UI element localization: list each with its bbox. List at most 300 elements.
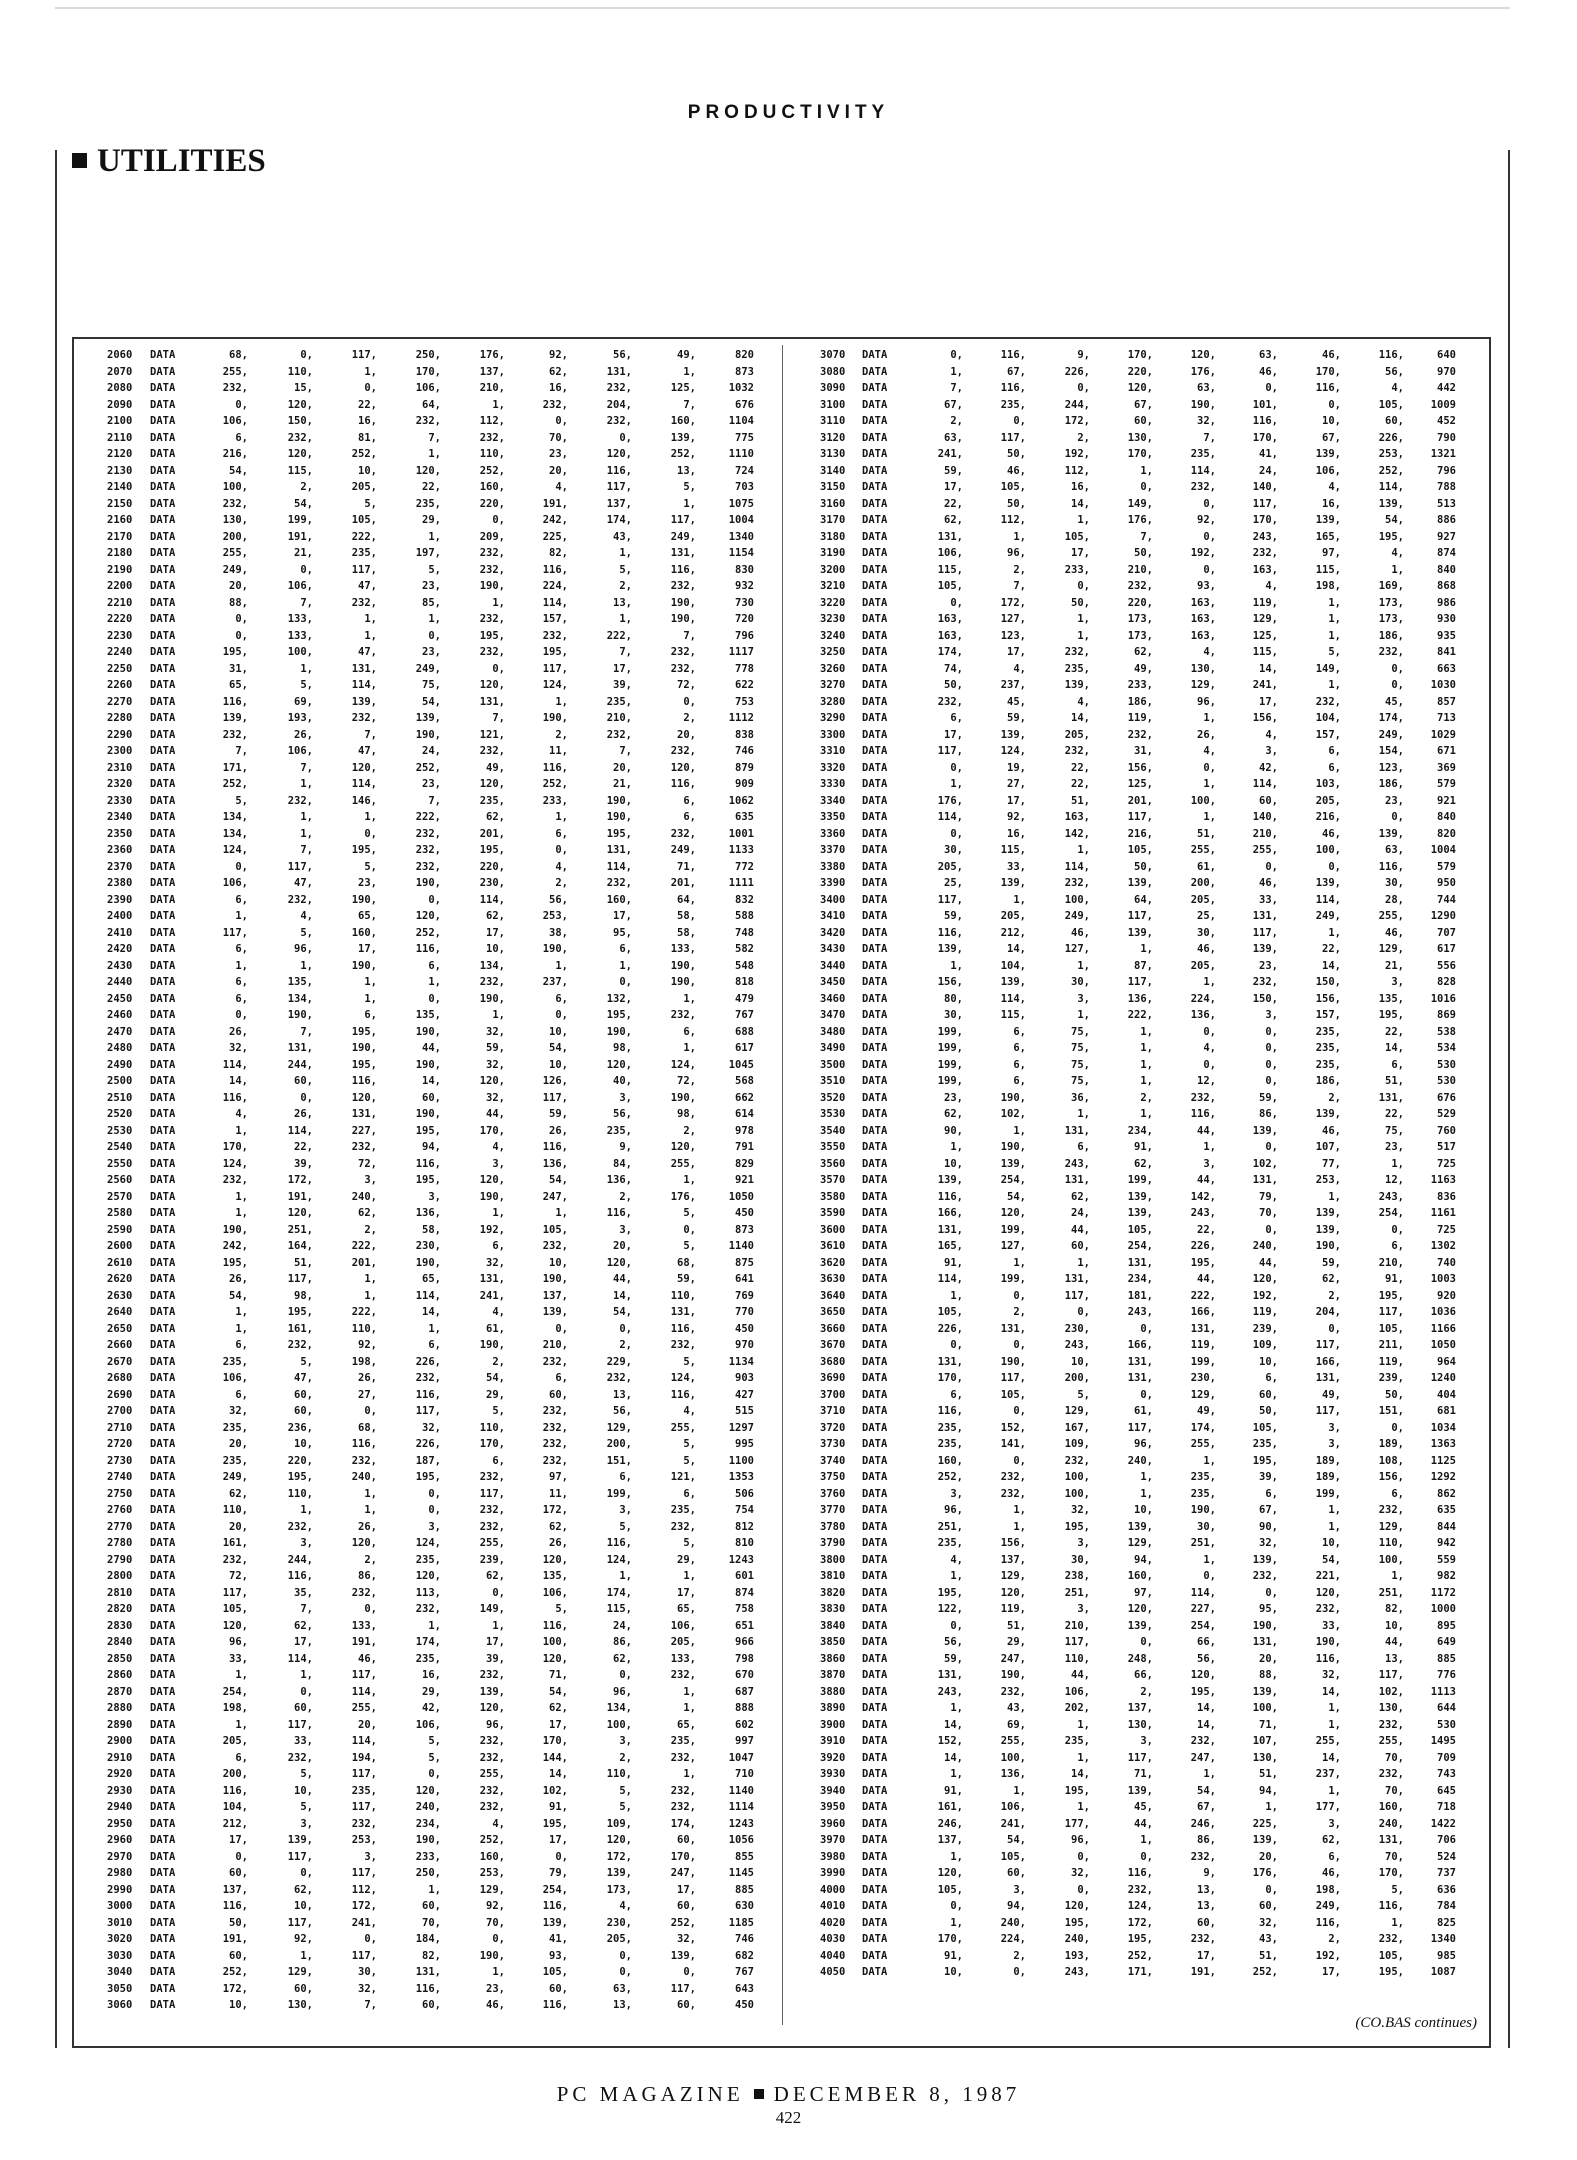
data-value: 97,: [1134, 1586, 1153, 1599]
data-keyword: DATA: [150, 415, 176, 427]
data-keyword: DATA: [862, 1405, 888, 1417]
data-value: 131,: [1315, 1372, 1341, 1384]
data-value: 61,: [1197, 860, 1216, 873]
data-value: 114,: [937, 1273, 963, 1285]
checksum-value: 836: [1437, 1190, 1456, 1203]
data-value: 101,: [1252, 398, 1278, 411]
data-value: 251,: [1064, 1586, 1090, 1599]
data-value: 127,: [1064, 943, 1090, 955]
data-value: 23,: [549, 448, 568, 460]
data-value: 6,: [235, 943, 248, 955]
data-value: 117,: [351, 1949, 377, 1962]
data-value: 117,: [670, 1982, 696, 1995]
data-value: 227,: [351, 1124, 377, 1137]
data-keyword: DATA: [150, 1619, 176, 1632]
data-value: 1,: [428, 448, 441, 460]
data-value: 129,: [1064, 1405, 1090, 1417]
data-value: 6,: [235, 1388, 248, 1401]
data-value: 1,: [950, 1570, 963, 1582]
data-value: 6,: [1391, 1058, 1404, 1071]
data-value: 6,: [555, 992, 568, 1005]
data-value: 3,: [300, 1817, 313, 1830]
data-value: 26,: [229, 1025, 248, 1038]
data-value: 243,: [937, 1685, 963, 1698]
data-value: 150,: [287, 415, 313, 427]
data-value: 161,: [287, 1322, 313, 1335]
line-number: 2210: [107, 596, 133, 609]
data-value: 0,: [1077, 580, 1090, 592]
data-value: 10,: [229, 1999, 248, 2011]
data-value: 0,: [1140, 1636, 1153, 1648]
data-value: 106,: [670, 1619, 696, 1632]
data-value: 232,: [287, 431, 313, 444]
data-value: 117,: [1378, 1669, 1404, 1681]
checksum-value: 1114: [728, 1801, 754, 1813]
data-value: 20,: [358, 1718, 377, 1731]
data-value: 94,: [422, 1141, 441, 1153]
data-value: 176,: [670, 1190, 696, 1203]
data-value: 39,: [1259, 1471, 1278, 1483]
data-value: 102,: [542, 1784, 568, 1797]
data-value: 30,: [1071, 976, 1090, 988]
data-value: 116,: [606, 464, 632, 477]
data-keyword: DATA: [150, 1438, 176, 1450]
bullet-square-icon: [754, 2089, 764, 2099]
data-value: 243,: [1190, 1207, 1216, 1219]
data-keyword: DATA: [150, 712, 176, 724]
data-value: 46,: [1322, 1124, 1341, 1137]
data-value: 92,: [1197, 514, 1216, 526]
line-number: 2680: [107, 1372, 133, 1384]
data-value: 195,: [1064, 1520, 1090, 1533]
line-number: 3830: [820, 1603, 846, 1615]
data-value: 4,: [1203, 1042, 1216, 1054]
line-number: 2760: [107, 1504, 133, 1516]
continues-note: (CO.BAS continues): [1355, 2015, 1477, 2031]
data-value: 0,: [492, 514, 505, 526]
data-value: 235,: [415, 1553, 441, 1566]
data-value: 232,: [670, 646, 696, 658]
data-value: 232,: [670, 1520, 696, 1533]
data-value: 0,: [1203, 1058, 1216, 1071]
checksum-value: 1087: [1430, 1966, 1456, 1978]
data-value: 195,: [287, 1306, 313, 1318]
data-value: 4,: [1203, 745, 1216, 757]
data-value: 110,: [670, 1289, 696, 1302]
line-number: 2410: [107, 926, 133, 939]
data-value: 232,: [415, 1603, 441, 1615]
data-value: 32,: [677, 1933, 696, 1945]
data-value: 23,: [422, 580, 441, 592]
checksum-value: 556: [1437, 959, 1456, 972]
line-number: 2740: [107, 1471, 133, 1483]
data-value: 110,: [222, 1504, 248, 1516]
data-value: 7,: [300, 844, 313, 856]
data-value: 1,: [683, 497, 696, 510]
data-value: 190,: [1000, 1141, 1026, 1153]
data-value: 0,: [950, 349, 963, 361]
data-value: 139,: [351, 695, 377, 708]
data-value: 11,: [549, 1487, 568, 1500]
line-number: 3070: [820, 349, 846, 361]
data-value: 120,: [1000, 1207, 1026, 1219]
data-value: 39,: [613, 679, 632, 691]
data-value: 0,: [428, 893, 441, 906]
data-value: 49,: [677, 349, 696, 361]
data-value: 28,: [1385, 893, 1404, 906]
data-value: 0,: [492, 1586, 505, 1599]
data-value: 232,: [479, 1735, 505, 1747]
data-value: 13,: [677, 464, 696, 477]
data-value: 230,: [1064, 1322, 1090, 1335]
data-value: 106,: [287, 580, 313, 592]
data-value: 5,: [300, 1801, 313, 1813]
data-value: 247,: [670, 1867, 696, 1879]
data-value: 232,: [351, 596, 377, 609]
data-value: 117,: [1000, 431, 1026, 444]
data-value: 32,: [229, 1042, 248, 1054]
data-value: 124,: [670, 1372, 696, 1384]
data-value: 5,: [683, 1537, 696, 1549]
data-keyword: DATA: [862, 448, 888, 460]
checksum-value: 636: [1437, 1883, 1456, 1896]
data-value: 2,: [1013, 1949, 1026, 1962]
data-value: 120,: [670, 761, 696, 774]
data-value: 232,: [542, 629, 568, 642]
data-value: 0,: [1391, 679, 1404, 691]
data-value: 112,: [479, 415, 505, 427]
data-value: 121,: [670, 1471, 696, 1483]
data-value: 124,: [670, 1058, 696, 1071]
data-value: 4,: [1391, 547, 1404, 559]
data-value: 124,: [606, 1553, 632, 1566]
data-value: 195,: [1127, 1933, 1153, 1945]
data-value: 106,: [222, 1372, 248, 1384]
checksum-value: 1163: [1430, 1174, 1456, 1186]
data-keyword: DATA: [862, 1817, 888, 1830]
data-keyword: DATA: [150, 1768, 176, 1780]
data-keyword: DATA: [150, 613, 176, 625]
data-keyword: DATA: [150, 1504, 176, 1516]
checksum-value: 886: [1437, 514, 1456, 526]
data-value: 105,: [1252, 1421, 1278, 1434]
data-value: 64,: [422, 398, 441, 411]
data-value: 0,: [950, 596, 963, 609]
data-value: 47,: [358, 580, 377, 592]
line-number: 3370: [820, 844, 846, 856]
data-keyword: DATA: [862, 712, 888, 724]
data-value: 254,: [1190, 1619, 1216, 1632]
line-number: 3800: [820, 1553, 846, 1566]
data-value: 22,: [1385, 1108, 1404, 1120]
checksum-value: 548: [735, 959, 754, 972]
checksum-value: 614: [735, 1108, 754, 1120]
data-value: 64,: [1134, 893, 1153, 906]
line-number: 2400: [107, 910, 133, 922]
data-value: 98,: [613, 1042, 632, 1054]
data-value: 232,: [479, 547, 505, 559]
data-value: 0,: [1203, 1025, 1216, 1038]
checksum-value: 838: [735, 728, 754, 741]
data-value: 232,: [1190, 1735, 1216, 1747]
data-value: 1,: [300, 959, 313, 972]
data-value: 0,: [1265, 1883, 1278, 1896]
checksum-value: 663: [1437, 662, 1456, 675]
data-keyword: DATA: [150, 1784, 176, 1797]
data-value: 1,: [1391, 1570, 1404, 1582]
data-value: 39,: [486, 1652, 505, 1665]
checksum-value: 651: [735, 1619, 754, 1632]
data-value: 232,: [287, 1751, 313, 1764]
data-value: 19,: [1007, 761, 1026, 774]
data-value: 120,: [287, 398, 313, 411]
data-value: 71,: [1259, 1718, 1278, 1731]
data-value: 116,: [937, 926, 963, 939]
data-value: 232,: [670, 1751, 696, 1764]
checksum-value: 737: [1437, 1867, 1456, 1879]
data-value: 170,: [937, 1372, 963, 1384]
data-value: 255,: [1190, 1438, 1216, 1450]
data-value: 195,: [222, 1256, 248, 1269]
data-value: 114,: [542, 596, 568, 609]
data-value: 170,: [1252, 431, 1278, 444]
data-value: 1,: [1140, 1042, 1153, 1054]
data-value: 51,: [294, 1256, 313, 1269]
data-value: 29,: [486, 1388, 505, 1401]
data-value: 1,: [364, 629, 377, 642]
data-keyword: DATA: [862, 481, 888, 493]
data-value: 237,: [1000, 679, 1026, 691]
data-value: 29,: [422, 1685, 441, 1698]
data-value: 97,: [549, 1471, 568, 1483]
line-number: 3400: [820, 893, 846, 906]
data-keyword: DATA: [862, 1388, 888, 1401]
data-value: 205,: [1190, 893, 1216, 906]
data-value: 44,: [1197, 1174, 1216, 1186]
data-value: 232,: [670, 827, 696, 840]
data-value: 14,: [1322, 959, 1341, 972]
data-value: 91,: [549, 1801, 568, 1813]
data-value: 96,: [1197, 695, 1216, 708]
data-keyword: DATA: [862, 1372, 888, 1384]
data-value: 131,: [670, 547, 696, 559]
data-value: 116,: [937, 1405, 963, 1417]
checksum-value: 1050: [1430, 1339, 1456, 1351]
checksum-value: 778: [735, 662, 754, 675]
checksum-value: 1154: [728, 547, 754, 559]
line-number: 3060: [107, 1999, 133, 2011]
data-value: 0,: [555, 844, 568, 856]
data-value: 134,: [222, 827, 248, 840]
data-value: 139,: [415, 712, 441, 724]
data-value: 0,: [1203, 497, 1216, 510]
data-value: 0,: [1265, 1075, 1278, 1087]
data-value: 200,: [606, 1438, 632, 1450]
data-value: 124,: [1127, 1900, 1153, 1912]
data-value: 137,: [542, 1289, 568, 1302]
data-value: 32,: [486, 1256, 505, 1269]
data-value: 130,: [222, 514, 248, 526]
data-value: 234,: [1127, 1273, 1153, 1285]
data-keyword: DATA: [862, 1949, 888, 1962]
line-number: 2340: [107, 811, 133, 823]
checksum-value: 1133: [728, 844, 754, 856]
data-value: 105,: [937, 1883, 963, 1896]
data-value: 63,: [1259, 349, 1278, 361]
data-value: 0,: [1328, 860, 1341, 873]
data-value: 117,: [606, 481, 632, 493]
data-value: 114,: [415, 1289, 441, 1302]
data-value: 166,: [1315, 1355, 1341, 1368]
line-number: 2090: [107, 398, 133, 411]
data-value: 120,: [415, 910, 441, 922]
checksum-value: 978: [735, 1124, 754, 1137]
data-value: 26,: [229, 1273, 248, 1285]
data-value: 1,: [300, 1669, 313, 1681]
data-value: 6,: [1265, 1372, 1278, 1384]
data-value: 62,: [1322, 1273, 1341, 1285]
data-value: 232,: [1127, 580, 1153, 592]
data-value: 1,: [1203, 811, 1216, 823]
data-value: 120,: [937, 1867, 963, 1879]
data-value: 11,: [549, 745, 568, 757]
data-value: 120,: [1252, 1273, 1278, 1285]
data-value: 2,: [1077, 431, 1090, 444]
data-value: 0,: [950, 1339, 963, 1351]
data-value: 116,: [937, 1190, 963, 1203]
data-value: 14,: [944, 1751, 963, 1764]
data-value: 166,: [1190, 1306, 1216, 1318]
checksum-value: 1000: [1430, 1603, 1456, 1615]
data-value: 117,: [351, 1867, 377, 1879]
data-value: 232,: [479, 1504, 505, 1516]
data-value: 1,: [1013, 1784, 1026, 1797]
data-value: 2,: [683, 712, 696, 724]
data-value: 26,: [1197, 728, 1216, 741]
checksum-value: 997: [735, 1735, 754, 1747]
data-value: 116,: [606, 1207, 632, 1219]
data-value: 60,: [1197, 1916, 1216, 1929]
data-value: 139,: [1252, 943, 1278, 955]
line-number: 3480: [820, 1025, 846, 1038]
data-value: 1,: [364, 992, 377, 1005]
data-value: 114,: [287, 1652, 313, 1665]
checksum-value: 832: [735, 893, 754, 906]
data-value: 232,: [479, 1520, 505, 1533]
data-value: 190,: [670, 596, 696, 609]
data-value: 157,: [1315, 1009, 1341, 1021]
data-keyword: DATA: [862, 778, 888, 790]
data-value: 120,: [1127, 1603, 1153, 1615]
data-keyword: DATA: [150, 1553, 176, 1566]
checksum-value: 743: [1437, 1768, 1456, 1780]
data-value: 0,: [555, 415, 568, 427]
data-value: 172,: [351, 1900, 377, 1912]
checksum-value: 450: [735, 1322, 754, 1335]
line-number: 3200: [820, 563, 846, 576]
line-number: 3580: [820, 1190, 846, 1203]
data-value: 62,: [294, 1883, 313, 1896]
line-number: 3660: [820, 1322, 846, 1335]
checksum-value: 1290: [1430, 910, 1456, 922]
line-number: 3330: [820, 778, 846, 790]
data-value: 133,: [351, 1619, 377, 1632]
data-value: 24,: [422, 745, 441, 757]
data-value: 1,: [683, 1174, 696, 1186]
data-value: 139,: [1127, 1784, 1153, 1797]
checksum-value: 903: [735, 1372, 754, 1384]
data-keyword: DATA: [150, 1273, 176, 1285]
checksum-value: 1030: [1430, 679, 1456, 691]
data-value: 139,: [542, 1306, 568, 1318]
data-value: 0,: [1077, 1306, 1090, 1318]
data-value: 136,: [606, 1174, 632, 1186]
data-value: 70,: [1259, 1207, 1278, 1219]
data-value: 68,: [677, 1256, 696, 1269]
data-value: 5,: [683, 1207, 696, 1219]
checksum-value: 1056: [728, 1834, 754, 1846]
checksum-value: 844: [1437, 1520, 1456, 1533]
line-number: 3320: [820, 761, 846, 774]
data-value: 100,: [542, 1636, 568, 1648]
data-value: 32,: [422, 1421, 441, 1434]
line-number: 2460: [107, 1009, 133, 1021]
data-value: 172,: [1127, 1916, 1153, 1929]
data-keyword: DATA: [862, 1537, 888, 1549]
data-keyword: DATA: [862, 1768, 888, 1780]
data-value: 60,: [677, 1900, 696, 1912]
line-number: 3090: [820, 382, 846, 394]
line-number: 3900: [820, 1718, 846, 1731]
checksum-value: 995: [735, 1438, 754, 1450]
data-value: 130,: [1252, 1751, 1278, 1764]
data-value: 32,: [1322, 1669, 1341, 1681]
data-value: 170,: [1378, 1867, 1404, 1879]
checksum-value: 1140: [728, 1240, 754, 1252]
data-value: 176,: [937, 794, 963, 807]
data-value: 116,: [415, 1157, 441, 1170]
data-value: 1,: [1077, 514, 1090, 526]
data-value: 190,: [415, 1108, 441, 1120]
data-value: 150,: [1315, 976, 1341, 988]
data-value: 17,: [229, 1834, 248, 1846]
data-value: 246,: [937, 1817, 963, 1830]
data-value: 1,: [1013, 1504, 1026, 1516]
checksum-value: 1112: [728, 712, 754, 724]
data-value: 119,: [1000, 1603, 1026, 1615]
line-number: 3930: [820, 1768, 846, 1780]
data-value: 252,: [222, 778, 248, 790]
data-value: 5,: [619, 563, 632, 576]
data-value: 131,: [1378, 1091, 1404, 1104]
data-value: 2,: [300, 481, 313, 493]
data-value: 85,: [422, 596, 441, 609]
checksum-value: 1292: [1430, 1471, 1456, 1483]
data-value: 125,: [670, 382, 696, 394]
checksum-value: 1140: [728, 1784, 754, 1797]
data-value: 3,: [1013, 1883, 1026, 1896]
data-value: 241,: [1000, 1817, 1026, 1830]
line-number: 3510: [820, 1075, 846, 1087]
data-value: 154,: [1378, 745, 1404, 757]
line-number: 3540: [820, 1124, 846, 1137]
data-value: 0,: [555, 1850, 568, 1863]
data-value: 220,: [479, 497, 505, 510]
line-number: 2630: [107, 1289, 133, 1302]
data-value: 1,: [1328, 679, 1341, 691]
data-value: 24,: [613, 1619, 632, 1632]
data-value: 12,: [1197, 1075, 1216, 1087]
